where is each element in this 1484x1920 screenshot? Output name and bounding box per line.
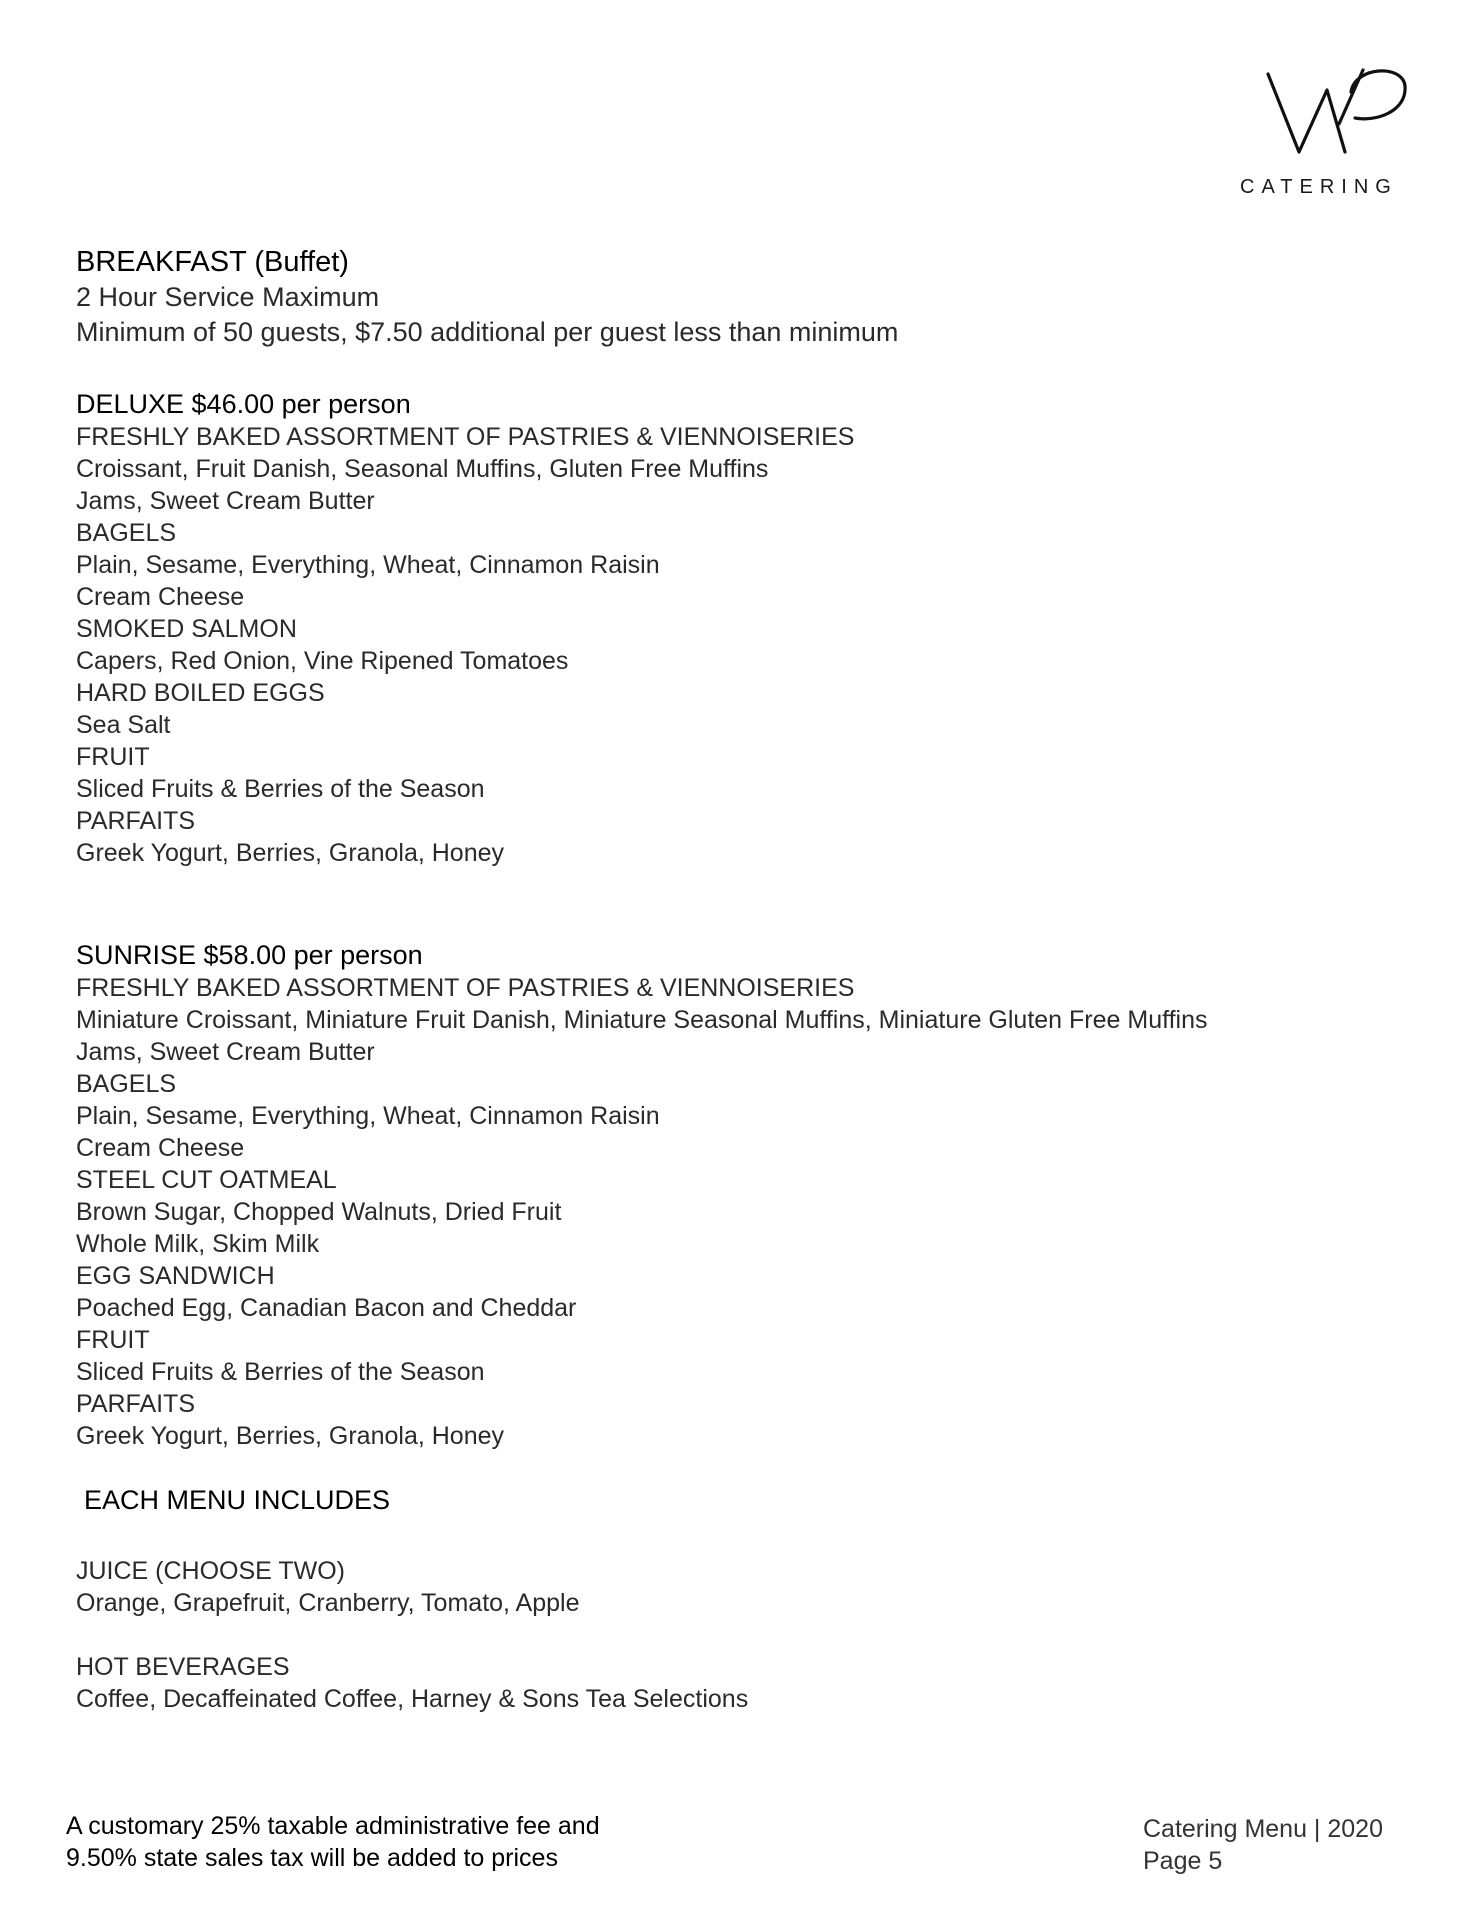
deluxe-title: DELUXE $46.00 per person <box>76 389 411 419</box>
menu-item: BAGELS <box>76 519 177 547</box>
beverages-title: HOT BEVERAGES <box>76 1653 290 1681</box>
menu-item: Capers, Red Onion, Vine Ripened Tomatoes <box>76 647 569 675</box>
menu-item: FRESHLY BAKED ASSORTMENT OF PASTRIES & VIENNOISERIES <box>76 974 855 1002</box>
menu-item: FRUIT <box>76 1326 150 1354</box>
fee-note <box>66 1810 600 1874</box>
menu-item: Plain, Sesame, Everything, Wheat, Cinnamon Raisin <box>76 551 660 579</box>
menu-item: Sliced Fruits & Berries of the Season <box>76 1358 485 1386</box>
juice-title: JUICE (CHOOSE TWO) <box>76 1557 345 1585</box>
menu-item: Jams, Sweet Cream Butter <box>76 487 375 515</box>
sunrise-title: SUNRISE $58.00 per person <box>76 940 423 970</box>
deluxe-menu <box>76 387 1416 869</box>
page-footer <box>1143 1813 1383 1877</box>
menu-label: Catering Menu | 2020 <box>1143 1815 1383 1843</box>
menu-item: EGG SANDWICH <box>76 1262 275 1290</box>
wp-monogram-icon <box>1235 62 1425 172</box>
menu-item: Greek Yogurt, Berries, Granola, Honey <box>76 1422 505 1450</box>
logo-wordmark: CATERING <box>1240 176 1398 198</box>
includes-title: EACH MENU INCLUDES <box>84 1485 391 1515</box>
page-title: BREAKFAST (Buffet) <box>76 246 349 278</box>
menu-content <box>76 244 1416 1715</box>
fee-note-line: 9.50% state sales tax will be added to prices <box>66 1844 558 1872</box>
menu-item: HARD BOILED EGGS <box>76 679 325 707</box>
includes-section <box>76 1483 1416 1715</box>
menu-item: Plain, Sesame, Everything, Wheat, Cinnamon Raisin <box>76 1102 660 1130</box>
menu-item: Greek Yogurt, Berries, Granola, Honey <box>76 839 505 867</box>
sunrise-items <box>76 972 1416 1452</box>
menu-item: FRESHLY BAKED ASSORTMENT OF PASTRIES & VIENNOISERIES <box>76 423 855 451</box>
menu-item: Croissant, Fruit Danish, Seasonal Muffins, Gluten Free Muffins <box>76 455 769 483</box>
deluxe-items <box>76 421 1416 869</box>
menu-item: STEEL CUT OATMEAL <box>76 1166 337 1194</box>
menu-item: SMOKED SALMON <box>76 615 297 643</box>
menu-item: PARFAITS <box>76 807 196 835</box>
minimum-note: Minimum of 50 guests, $7.50 additional per guest less than minimum <box>76 317 899 347</box>
sunrise-menu <box>76 938 1416 1452</box>
menu-item: Miniature Croissant, Miniature Fruit Danish, Miniature Seasonal Muffins, Miniature Gluten Free Muffins <box>76 1006 1208 1034</box>
page-number: Page 5 <box>1143 1847 1223 1875</box>
menu-item: Sea Salt <box>76 711 171 739</box>
menu-item: Poached Egg, Canadian Bacon and Cheddar <box>76 1294 577 1322</box>
menu-item: Sliced Fruits & Berries of the Season <box>76 775 485 803</box>
menu-item: BAGELS <box>76 1070 177 1098</box>
menu-item: Cream Cheese <box>76 583 245 611</box>
menu-item: PARFAITS <box>76 1390 196 1418</box>
menu-item: Jams, Sweet Cream Butter <box>76 1038 375 1066</box>
fee-note-line: A customary 25% taxable administrative fee and <box>66 1812 600 1840</box>
service-note: 2 Hour Service Maximum <box>76 282 380 312</box>
juice-items: Orange, Grapefruit, Cranberry, Tomato, Apple <box>76 1589 580 1617</box>
menu-item: Brown Sugar, Chopped Walnuts, Dried Fruit <box>76 1198 562 1226</box>
menu-item: FRUIT <box>76 743 150 771</box>
beverages-items: Coffee, Decaffeinated Coffee, Harney & Sons Tea Selections <box>76 1685 749 1713</box>
menu-item: Cream Cheese <box>76 1134 245 1162</box>
menu-item: Whole Milk, Skim Milk <box>76 1230 320 1258</box>
